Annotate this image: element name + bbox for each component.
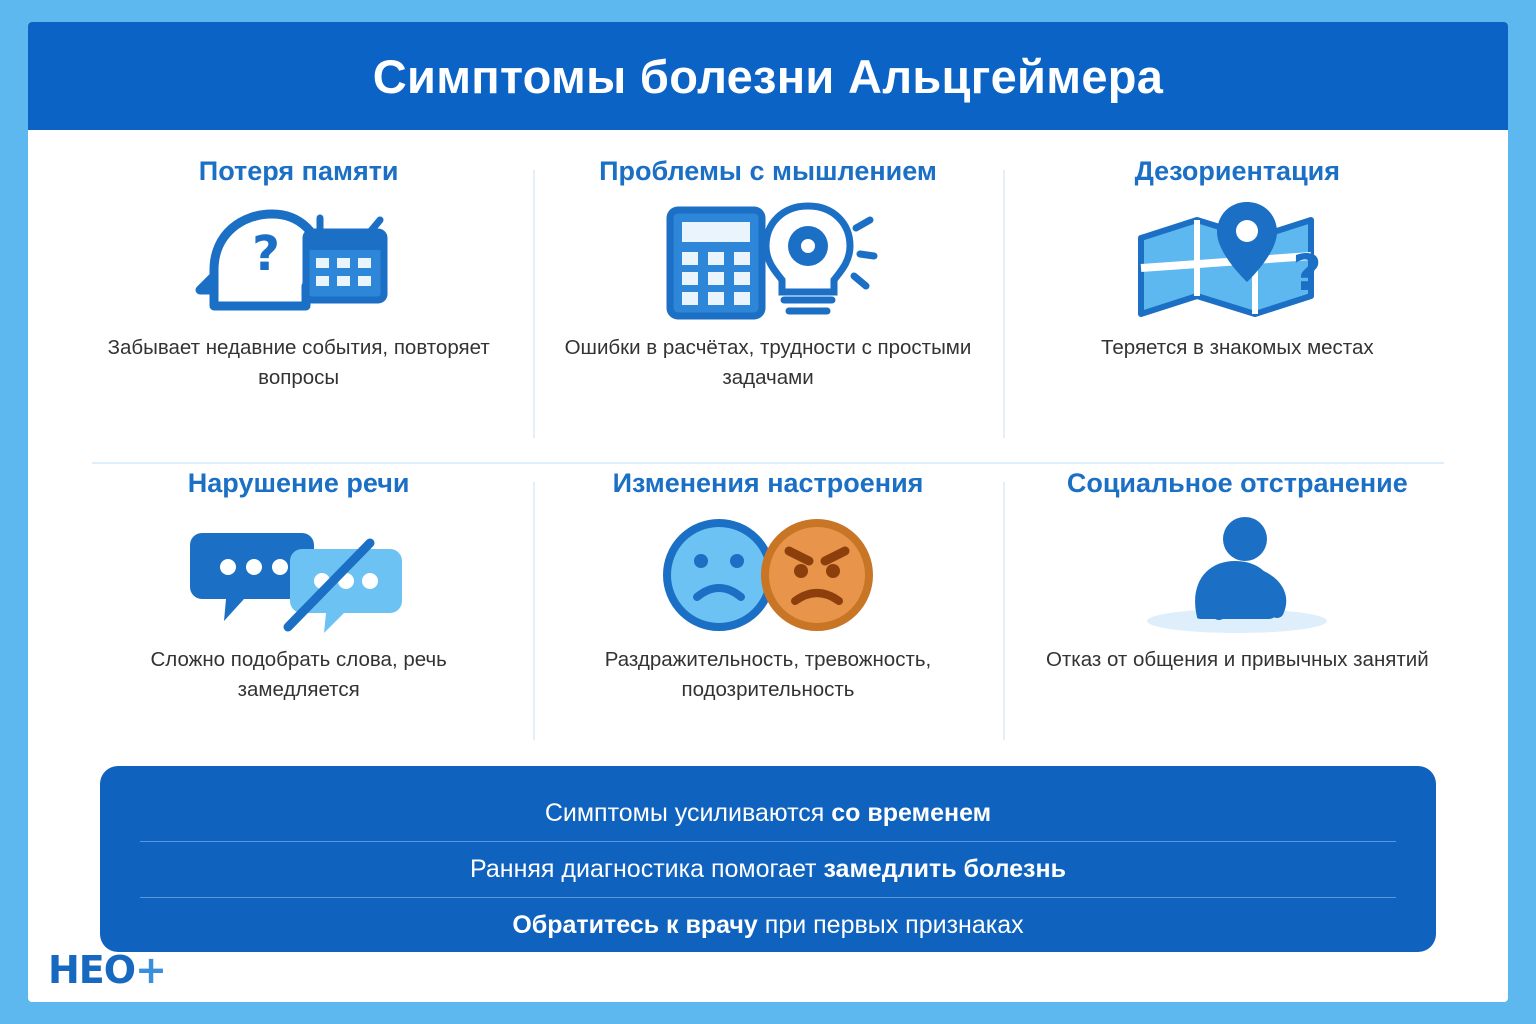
brand-logo	[48, 948, 166, 992]
symptom-card-speech-impairment	[64, 468, 533, 758]
symptom-title: Нарушение речи	[187, 468, 410, 498]
key-message-2-plain: Ранняя диагностика помогает	[470, 855, 824, 883]
symptom-description: Отказ от общения и привычных занятий	[1045, 648, 1429, 671]
speech-bubbles-crossed-icon	[184, 505, 414, 645]
key-messages-panel	[100, 766, 1436, 952]
symptom-description: Раздражительность, тревожность, подозрительность	[604, 648, 932, 701]
person-sitting-alone-icon	[1127, 505, 1347, 645]
key-message-1	[140, 786, 1396, 841]
key-message-2-bold: замедлить болезнь	[823, 855, 1066, 883]
symptom-card-disorientation	[1003, 156, 1472, 456]
symptom-title: Социальное отстранение	[1066, 468, 1408, 498]
symptom-description: Теряется в знакомых местах	[1101, 336, 1374, 359]
key-message-1-plain: Симптомы усиливаются	[544, 799, 832, 827]
page-title: Симптомы болезни Альцгеймера	[372, 49, 1164, 103]
symptom-card-mood-changes	[533, 468, 1002, 758]
calculator-lightbulb-icon	[658, 193, 878, 333]
symptom-description: Ошибки в расчётах, трудности с простыми задачами	[564, 336, 972, 389]
map-pin-question-icon	[1127, 193, 1347, 333]
symptom-title: Дезориентация	[1134, 156, 1341, 186]
sad-angry-faces-icon	[653, 505, 883, 645]
key-message-3-plain-end: при первых признаках	[757, 911, 1024, 939]
symptom-card-thinking-problems	[533, 156, 1002, 456]
symptoms-grid	[28, 130, 1508, 1002]
brand-logo-text: HEO	[48, 948, 136, 992]
key-message-1-bold: со временем	[831, 799, 992, 827]
content-card	[28, 22, 1508, 1002]
key-message-3	[140, 897, 1396, 953]
head-question-calendar-icon	[194, 193, 404, 333]
symptom-title: Потеря памяти	[198, 156, 399, 186]
symptom-card-social-withdrawal	[1003, 468, 1472, 758]
svg-text:?: ?	[1292, 244, 1322, 302]
title-bar	[28, 22, 1508, 130]
brand-logo-plus: +	[135, 948, 166, 992]
symptom-title: Проблемы с мышлением	[599, 156, 937, 186]
symptom-card-memory-loss	[64, 156, 533, 456]
key-message-2	[140, 841, 1396, 897]
symptoms-row-2	[64, 468, 1472, 758]
symptom-description: Сложно подобрать слова, речь замедляется	[150, 648, 447, 701]
symptom-title: Изменения настроения	[612, 468, 924, 498]
svg-text:?: ?	[251, 226, 280, 282]
symptoms-row-1	[64, 156, 1472, 456]
key-message-3-bold: Обратитесь к врачу	[512, 911, 758, 939]
row-divider	[92, 462, 1444, 464]
symptom-description: Забывает недавние события, повторяет вопросы	[107, 336, 490, 389]
